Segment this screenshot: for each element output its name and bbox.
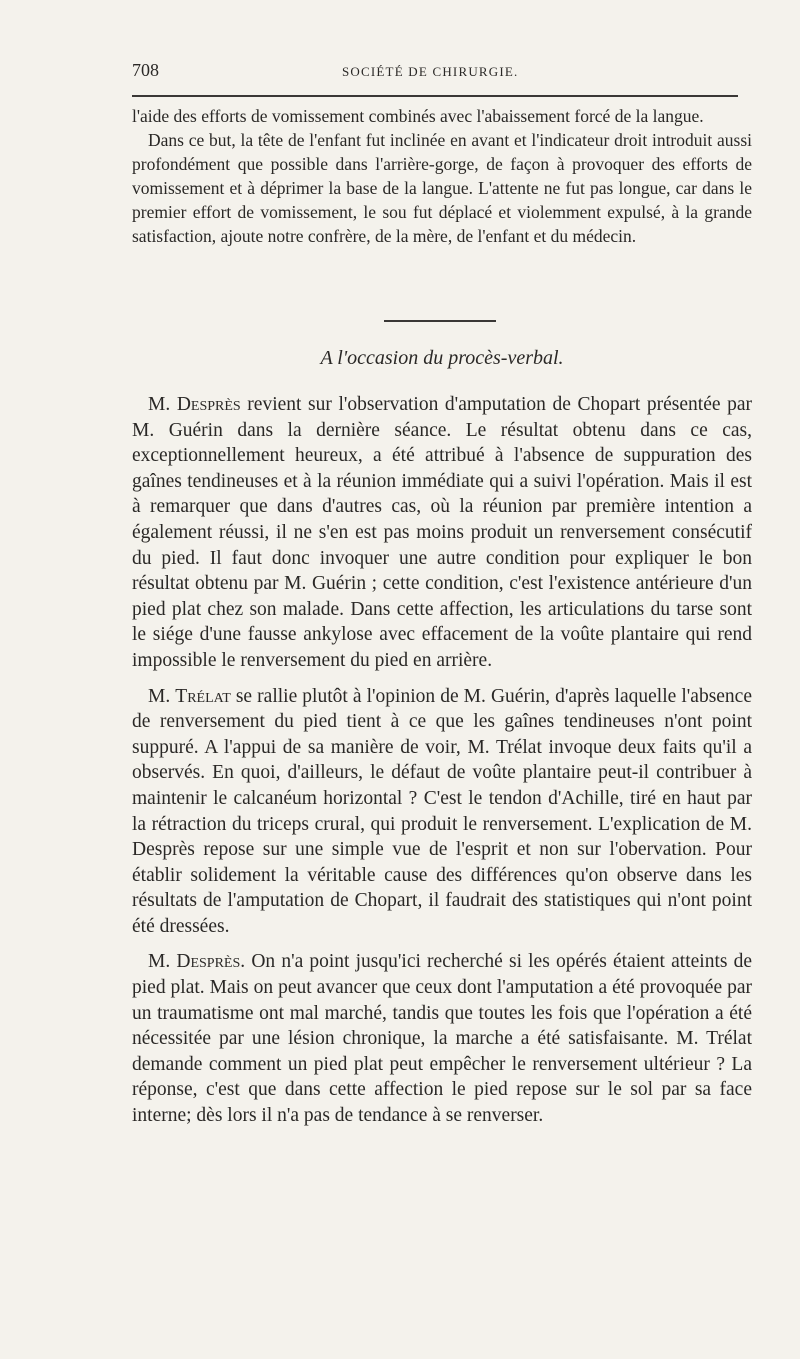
header-rule bbox=[132, 95, 738, 97]
paragraph-despres bbox=[132, 392, 752, 674]
speaker-title: M. bbox=[148, 394, 171, 415]
discussion-text bbox=[132, 392, 752, 1129]
paragraph-continuation: l'aide des efforts de vomissement combinés avec l'abaissement forcé de la langue. bbox=[132, 106, 704, 126]
section-separator bbox=[384, 320, 496, 322]
speaker-title: M. bbox=[148, 951, 171, 973]
speaker-name: Trélat bbox=[175, 685, 231, 707]
paragraph-text: se rallie plutôt à l'opinion de M. Guérin, d'après laquelle l'absence de renversement du pied tient à ce que les gaînes tendineuses n'ont point suppuré. A l'appui de sa manière de voir, M. Trélat invoque deux faits qu'il a observés. En quoi, d'ailleurs, le défaut de voûte plantaire peut-il contribuer à maintenir le calcanéum horizontal ? C'est le tendon d'Achille, tiré en haut par la rétraction du triceps crural, qui produit le renversement. L'explication de M. Desprès repose sur une simple vue de l'esprit et non sur l'obervation. Pour établir solidement la véritable cause des différences qu'on observe dans les résultats de l'amputation de Chopart, il faudrait des statistiques qui n'ont point été dressées. bbox=[132, 685, 752, 937]
page-number: 708 bbox=[132, 60, 159, 80]
paragraph-despres-reply bbox=[132, 949, 752, 1128]
speaker-name: Desprès. bbox=[176, 951, 246, 973]
speaker-name: Desprès bbox=[176, 394, 241, 415]
intro-text bbox=[132, 104, 752, 248]
paragraph-anecdote: Dans ce but, la tête de l'enfant fut inclinée en avant et l'indicateur droit introduit aussi profondément que possible dans l'arrière-gorge, de façon à provoquer des efforts de vomissement et à déprimer la base de la langue. L'attente ne fut pas longue, car dans le premier effort de vomissement, le sou fut déplacé et violemment expulsé, à la grande satisfaction, ajoute notre confrère, de la mère, de l'enfant et du médecin. bbox=[132, 130, 752, 246]
running-head: SOCIÉTÉ DE CHIRURGIE. bbox=[342, 64, 519, 79]
paragraph-trelat bbox=[132, 684, 752, 940]
speaker-title: M. bbox=[148, 685, 171, 707]
page-header bbox=[132, 60, 752, 84]
paragraph-text: On n'a point jusqu'ici recherché si les opérés étaient atteints de pied plat. Mais on peut avancer que ceux dont l'amputation a été provoquée par un traumatisme ont mal marché, tandis que toutes les fois que l'opération a été nécessitée par une lésion chronique, la marche a été satisfaisante. M. Trélat demande comment un pied plat peut empêcher le renversement ultérieur ? La réponse, c'est que dans cette affection le pied repose sur le sol par sa face interne; dès lors il n'a pas de tendance à se renverser. bbox=[132, 951, 753, 1127]
paragraph-text: revient sur l'observation d'amputation de Chopart présentée par M. Guérin dans la dernière séance. Le résultat obtenu dans ce cas, exceptionnellement heureux, a été attribué à l'absence de suppuration des gaînes tendineuses et à la réunion immédiate qui a suivi l'opération. Mais il est à remarquer que dans d'autres cas, où la réunion par première intention a également réussi, il ne s'en est pas moins produit un renversement consécutif du pied. Il faut donc invoquer une autre condition pour expliquer le bon résultat obtenu par M. Guérin ; cette condition, c'est l'existence antérieure d'un pied plat chez son malade. Dans cette affection, les articulations du tarse sont le siége d'une fausse ankylose avec effacement de la voûte plantaire qui rend impossible le renversement du pied en arrière. bbox=[132, 394, 753, 671]
section-heading: A l'occasion du procès-verbal. bbox=[320, 347, 564, 369]
